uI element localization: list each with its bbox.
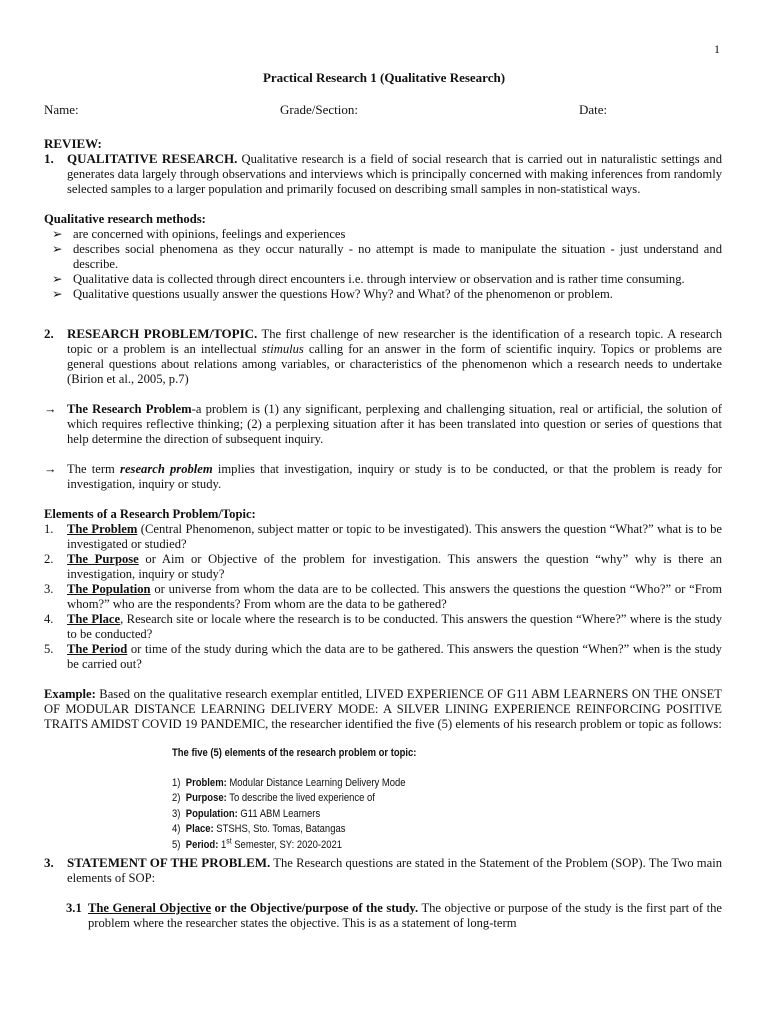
research-problem-term-note: → The term research problem implies that investigation, inquiry or study is to be conducted, or that the problem is ready for investigation, inquiry or study. (44, 462, 722, 491)
methods-list (44, 227, 722, 302)
five-elements-heading: The five (5) elements of the research problem or topic: (172, 747, 417, 759)
section-heading: RESEARCH PROBLEM/TOPIC. (67, 326, 258, 341)
research-problem-definition: → The Research Problem-a problem is (1) any significant, perplexing and challenging situation, real or artificial, the solution of which requires reflective thinking; (2) a perplexing situation after it has been translated into question or series of questions that help determine the direction of subsequent inquiry. (44, 402, 722, 446)
list-item: ➢ describes social phenomena as they occur naturally - no attempt is made to manipulate the situation - just understand and describe. (52, 242, 722, 271)
document-title: Practical Research 1 (Qualitative Research) (262, 70, 506, 85)
list-item: 4. The Place, Research site or locale where the research is to be conducted. This answers the question “Where?” where is the study to be conducted? (44, 612, 722, 641)
page-number: 1 (714, 42, 720, 56)
section-qualitative-research (44, 151, 722, 197)
list-item: ➢ are concerned with opinions, feelings and experiences (52, 227, 346, 241)
list-item: 1. The Problem (Central Phenomenon, subject matter or topic to be investigated). This answers the question “What?” what is to be investigated or studied? (44, 522, 722, 551)
list-item: 4) Place: STSHS, Sto. Tomas, Batangas (172, 823, 346, 835)
section-research-problem: 2. RESEARCH PROBLEM/TOPIC. The first challenge of new researcher is the identification of a research topic. A research topic or a problem is an intellectual stimulus calling for an answer in the form of scientific inquiry. Topics or problems are general questions about relations among variables, or characteristics of the phenomenon which a research needs to undertake (Birion et al., 2005, p.7) (44, 326, 722, 386)
arrowhead-bullet-icon: ➢ (52, 227, 63, 241)
list-item: ➢ Qualitative questions usually answer the questions How? Why? and What? of the phenomenon or problem. (52, 287, 613, 301)
elements-heading: Elements of a Research Problem/Topic: (44, 507, 256, 521)
list-item: 2. The Purpose or Aim or Objective of the problem for investigation. This answers the question “why” why is there an investigation, inquiry or study? (44, 552, 722, 581)
section-heading: STATEMENT OF THE PROBLEM. (67, 855, 271, 870)
review-heading: REVIEW: (44, 136, 102, 151)
arrowhead-bullet-icon: ➢ (52, 242, 63, 256)
five-elements-box (172, 746, 568, 853)
grade-section-label: Grade/Section: (280, 102, 358, 117)
example-paragraph: Example: Based on the qualitative research exemplar entitled, LIVED EXPERIENCE OF G11 ABM LEARNERS ON THE ONSET OF MODULAR DISTANCE LEARNING DELIVERY MODE: A SILVER LINING EXPERIENCE REINFORCING POSITIVE TRAITS AMIDST COVID 19 PANDEMIC, the researcher identified the five (5) elements of his research problem or topic as follows: (44, 687, 722, 731)
section-number: 3. (44, 855, 54, 870)
document-body (44, 136, 722, 931)
subsection-number: 3.1 (66, 901, 82, 915)
list-item: 3) Population: G11 ABM Learners (172, 807, 321, 820)
list-item: ➢ Qualitative data is collected through direct encounters i.e. through interview or observation and is rather time consuming. (52, 272, 685, 286)
name-label: Name: (44, 102, 79, 117)
section-text: Qualitative research is a field of social research that is carried out in naturalistic settings and generates data largely through observations and interviews which is principally concerned with making inferences from randomly selected samples to a larger population and primarily focused on describing small samples in non-statistical ways. (67, 152, 722, 196)
list-item: 5. The Period or time of the study during which the data are to be gathered. This answers the question “When?” when is the study be carried out? (44, 642, 722, 671)
date-label: Date: (579, 102, 608, 117)
arrowhead-bullet-icon: ➢ (52, 287, 63, 301)
list-item: 5) Period: 1st Semester, SY: 2020-2021 (172, 835, 343, 851)
section-heading: QUALITATIVE RESEARCH. (67, 151, 238, 166)
list-item: 1) Problem: Modular Distance Learning Delivery Mode (172, 776, 406, 789)
list-item: 3. The Population or universe from whom the data are to be collected. This answers the questions the question “Who?” or “From whom?” who are the respondents? From whom are the data to be gathered? (44, 582, 723, 611)
elements-list (44, 522, 722, 672)
section-number: 1. (44, 151, 54, 166)
header-fields (44, 102, 724, 118)
stimulus-term: stimulus (261, 342, 304, 356)
right-arrow-icon: → (44, 462, 57, 476)
section-number: 2. (44, 326, 54, 341)
subsection-general-objective: 3.1 The General Objective or the Objective/purpose of the study. The objective or purpose of the study is the first part of the problem where the researcher states the objective. This is as a statement of long-term (66, 901, 722, 930)
methods-heading: Qualitative research methods: (44, 212, 206, 226)
right-arrow-icon: → (44, 402, 57, 416)
list-item: 2) Purpose: To describe the lived experience of (172, 792, 375, 804)
arrowhead-bullet-icon: ➢ (52, 272, 63, 286)
section-statement-of-problem: 3. STATEMENT OF THE PROBLEM. The Research questions are stated in the Statement of the Problem (SOP). The Two main elements of SOP: (44, 855, 722, 885)
